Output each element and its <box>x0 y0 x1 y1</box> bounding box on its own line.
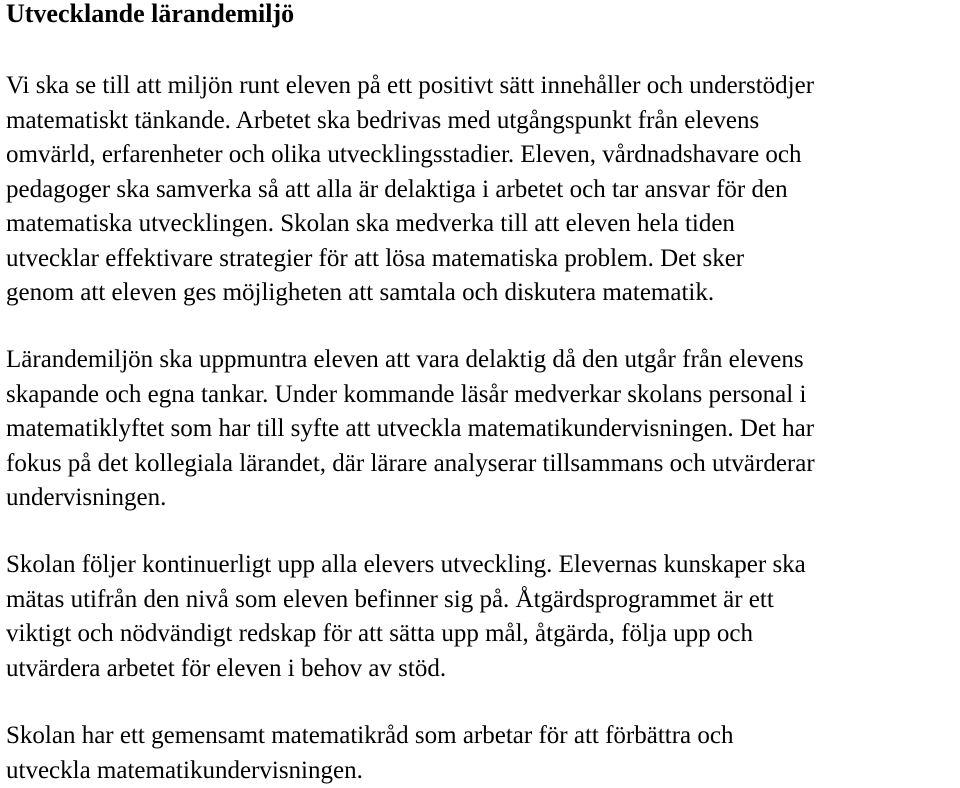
paragraph-line: omvärld, erfarenheter och olika utvecklingsstadier. Eleven, vårdnadshavare och <box>6 138 814 173</box>
paragraph-1 <box>6 69 814 311</box>
page-title: Utvecklande lärandemiljö <box>6 0 956 30</box>
paragraph-line: pedagoger ska samverka så att alla är delaktiga i arbetet och tar ansvar för den <box>6 173 814 208</box>
paragraph-line: undervisningen. <box>6 481 815 516</box>
paragraph-line: skapande och egna tankar. Under kommande läsår medverkar skolans personal i <box>6 378 815 413</box>
paragraph-line: matematiklyftet som har till syfte att utveckla matematikundervisningen. Det har <box>6 412 815 447</box>
document-page <box>6 0 956 30</box>
paragraph-line: utvärdera arbetet för eleven i behov av stöd. <box>6 652 806 687</box>
paragraph-line: genom att eleven ges möjligheten att samtala och diskutera matematik. <box>6 276 814 311</box>
paragraph-4 <box>6 719 734 788</box>
paragraph-line: Skolan har ett gemensamt matematikråd som arbetar för att förbättra och <box>6 719 734 754</box>
paragraph-3 <box>6 548 806 686</box>
paragraph-2 <box>6 343 815 516</box>
paragraph-line: fokus på det kollegiala lärandet, där lärare analyserar tillsammans och utvärderar <box>6 447 815 482</box>
paragraph-line: Skolan följer kontinuerligt upp alla elevers utveckling. Elevernas kunskaper ska <box>6 548 806 583</box>
paragraph-line: utveckla matematikundervisningen. <box>6 754 734 788</box>
paragraph-line: Vi ska se till att miljön runt eleven på ett positivt sätt innehåller och understödjer <box>6 69 814 104</box>
paragraph-line: viktigt och nödvändigt redskap för att sätta upp mål, åtgärda, följa upp och <box>6 617 806 652</box>
paragraph-line: matematiska utvecklingen. Skolan ska medverka till att eleven hela tiden <box>6 207 814 242</box>
paragraph-line: mätas utifrån den nivå som eleven befinner sig på. Åtgärdsprogrammet är ett <box>6 583 806 618</box>
paragraph-line: matematiskt tänkande. Arbetet ska bedrivas med utgångspunkt från elevens <box>6 104 814 139</box>
paragraph-line: utvecklar effektivare strategier för att lösa matematiska problem. Det sker <box>6 242 814 277</box>
paragraph-line: Lärandemiljön ska uppmuntra eleven att vara delaktig då den utgår från elevens <box>6 343 815 378</box>
